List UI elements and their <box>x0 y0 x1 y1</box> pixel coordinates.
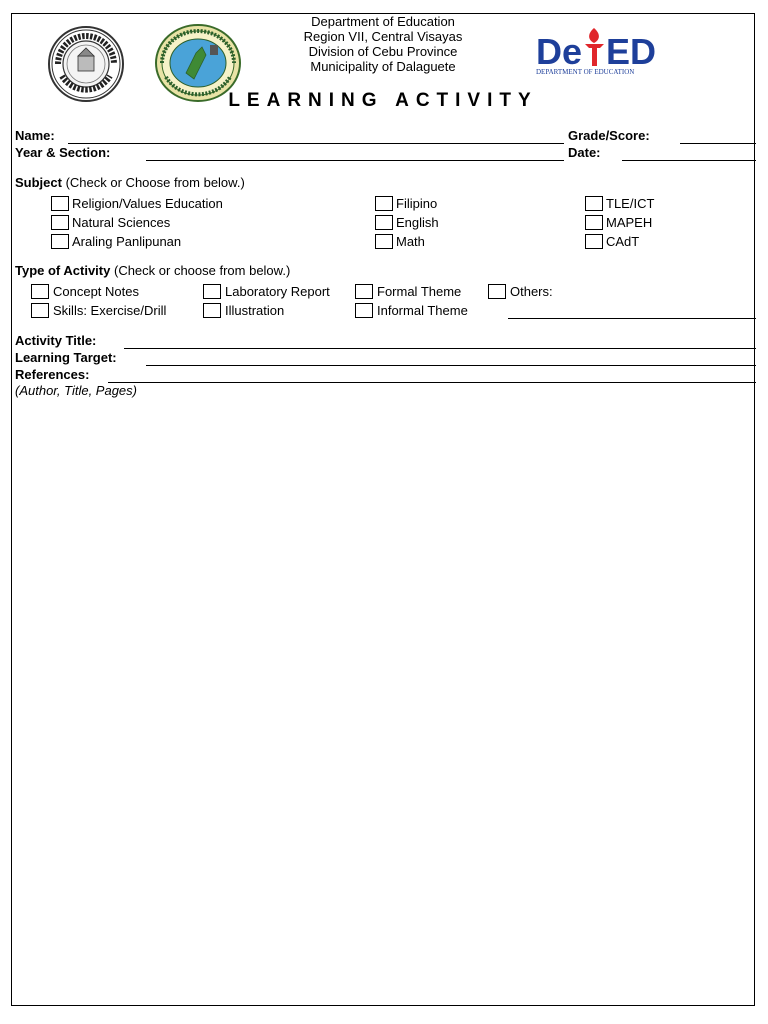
learning-target-field[interactable] <box>146 365 756 366</box>
option-illustration: Illustration <box>225 303 285 318</box>
header-division: Division of Cebu Province <box>308 44 458 59</box>
subject-heading <box>15 175 245 190</box>
checkbox-tle-ict[interactable] <box>585 196 603 211</box>
option-mapeh: MAPEH <box>606 215 653 230</box>
page-title: LEARNING ACTIVITY <box>228 90 538 111</box>
subject-label: Subject <box>15 175 62 190</box>
checkbox-formal-theme[interactable] <box>355 284 373 299</box>
option-concept-notes: Concept Notes <box>53 284 139 299</box>
name-field[interactable] <box>68 143 564 144</box>
checkbox-religion-values[interactable] <box>51 196 69 211</box>
checkbox-laboratory-report[interactable] <box>203 284 221 299</box>
option-araling-panlipunan: Araling Panlipunan <box>72 234 182 249</box>
deped-logo-icon <box>532 24 668 82</box>
option-skills-exercise-drill: Skills: Exercise/Drill <box>53 303 167 318</box>
checkbox-mapeh[interactable] <box>585 215 603 230</box>
option-cadt: CAdT <box>606 234 640 249</box>
option-english: English <box>396 215 439 230</box>
svg-text:ED: ED <box>606 31 657 72</box>
activity-type-hint: (Check or choose from below.) <box>113 263 291 278</box>
checkbox-araling-panlipunan[interactable] <box>51 234 69 249</box>
name-label: Name: <box>15 128 55 143</box>
option-natural-sciences: Natural Sciences <box>72 215 171 230</box>
grade-score-label: Grade/Score: <box>568 128 650 143</box>
checkbox-natural-sciences[interactable] <box>51 215 69 230</box>
svg-text:DEPARTMENT OF EDUCATION: DEPARTMENT OF EDUCATION <box>536 68 635 76</box>
option-filipino: Filipino <box>396 196 438 211</box>
checkbox-filipino[interactable] <box>375 196 393 211</box>
worksheet-page <box>11 13 755 1006</box>
header-municipality: Municipality of Dalaguete <box>310 59 456 74</box>
checkbox-math[interactable] <box>375 234 393 249</box>
checkbox-concept-notes[interactable] <box>31 284 49 299</box>
option-formal-theme: Formal Theme <box>377 284 462 299</box>
date-field[interactable] <box>622 160 756 161</box>
grade-score-field[interactable] <box>680 143 756 144</box>
option-informal-theme: Informal Theme <box>377 303 468 318</box>
option-math: Math <box>396 234 425 249</box>
checkbox-english[interactable] <box>375 215 393 230</box>
learning-target-label: Learning Target: <box>15 350 117 365</box>
option-others: Others: <box>510 284 553 299</box>
checkbox-cadt[interactable] <box>585 234 603 249</box>
activity-type-heading <box>15 263 290 278</box>
references-hint: (Author, Title, Pages) <box>15 383 137 398</box>
date-label: Date: <box>568 145 601 160</box>
references-label: References: <box>15 367 90 382</box>
option-tle-ict: TLE/ICT <box>606 196 655 211</box>
year-section-field[interactable] <box>146 160 564 161</box>
subject-hint: (Check or Choose from below.) <box>65 175 245 190</box>
header-region: Region VII, Central Visayas <box>303 29 463 44</box>
year-section-label: Year & Section: <box>15 145 111 160</box>
activity-title-field[interactable] <box>124 348 756 349</box>
activity-type-label: Type of Activity <box>15 263 111 278</box>
answer-area[interactable] <box>12 404 754 1004</box>
checkbox-informal-theme[interactable] <box>355 303 373 318</box>
references-field[interactable] <box>108 382 756 383</box>
option-laboratory-report: Laboratory Report <box>225 284 330 299</box>
others-field[interactable] <box>508 318 756 319</box>
activity-title-label: Activity Title: <box>15 333 97 348</box>
option-religion-values: Religion/Values Education <box>72 196 223 211</box>
checkbox-illustration[interactable] <box>203 303 221 318</box>
checkbox-skills-exercise-drill[interactable] <box>31 303 49 318</box>
checkbox-others[interactable] <box>488 284 506 299</box>
header-department: Department of Education <box>311 14 455 29</box>
svg-text:De: De <box>536 31 583 72</box>
